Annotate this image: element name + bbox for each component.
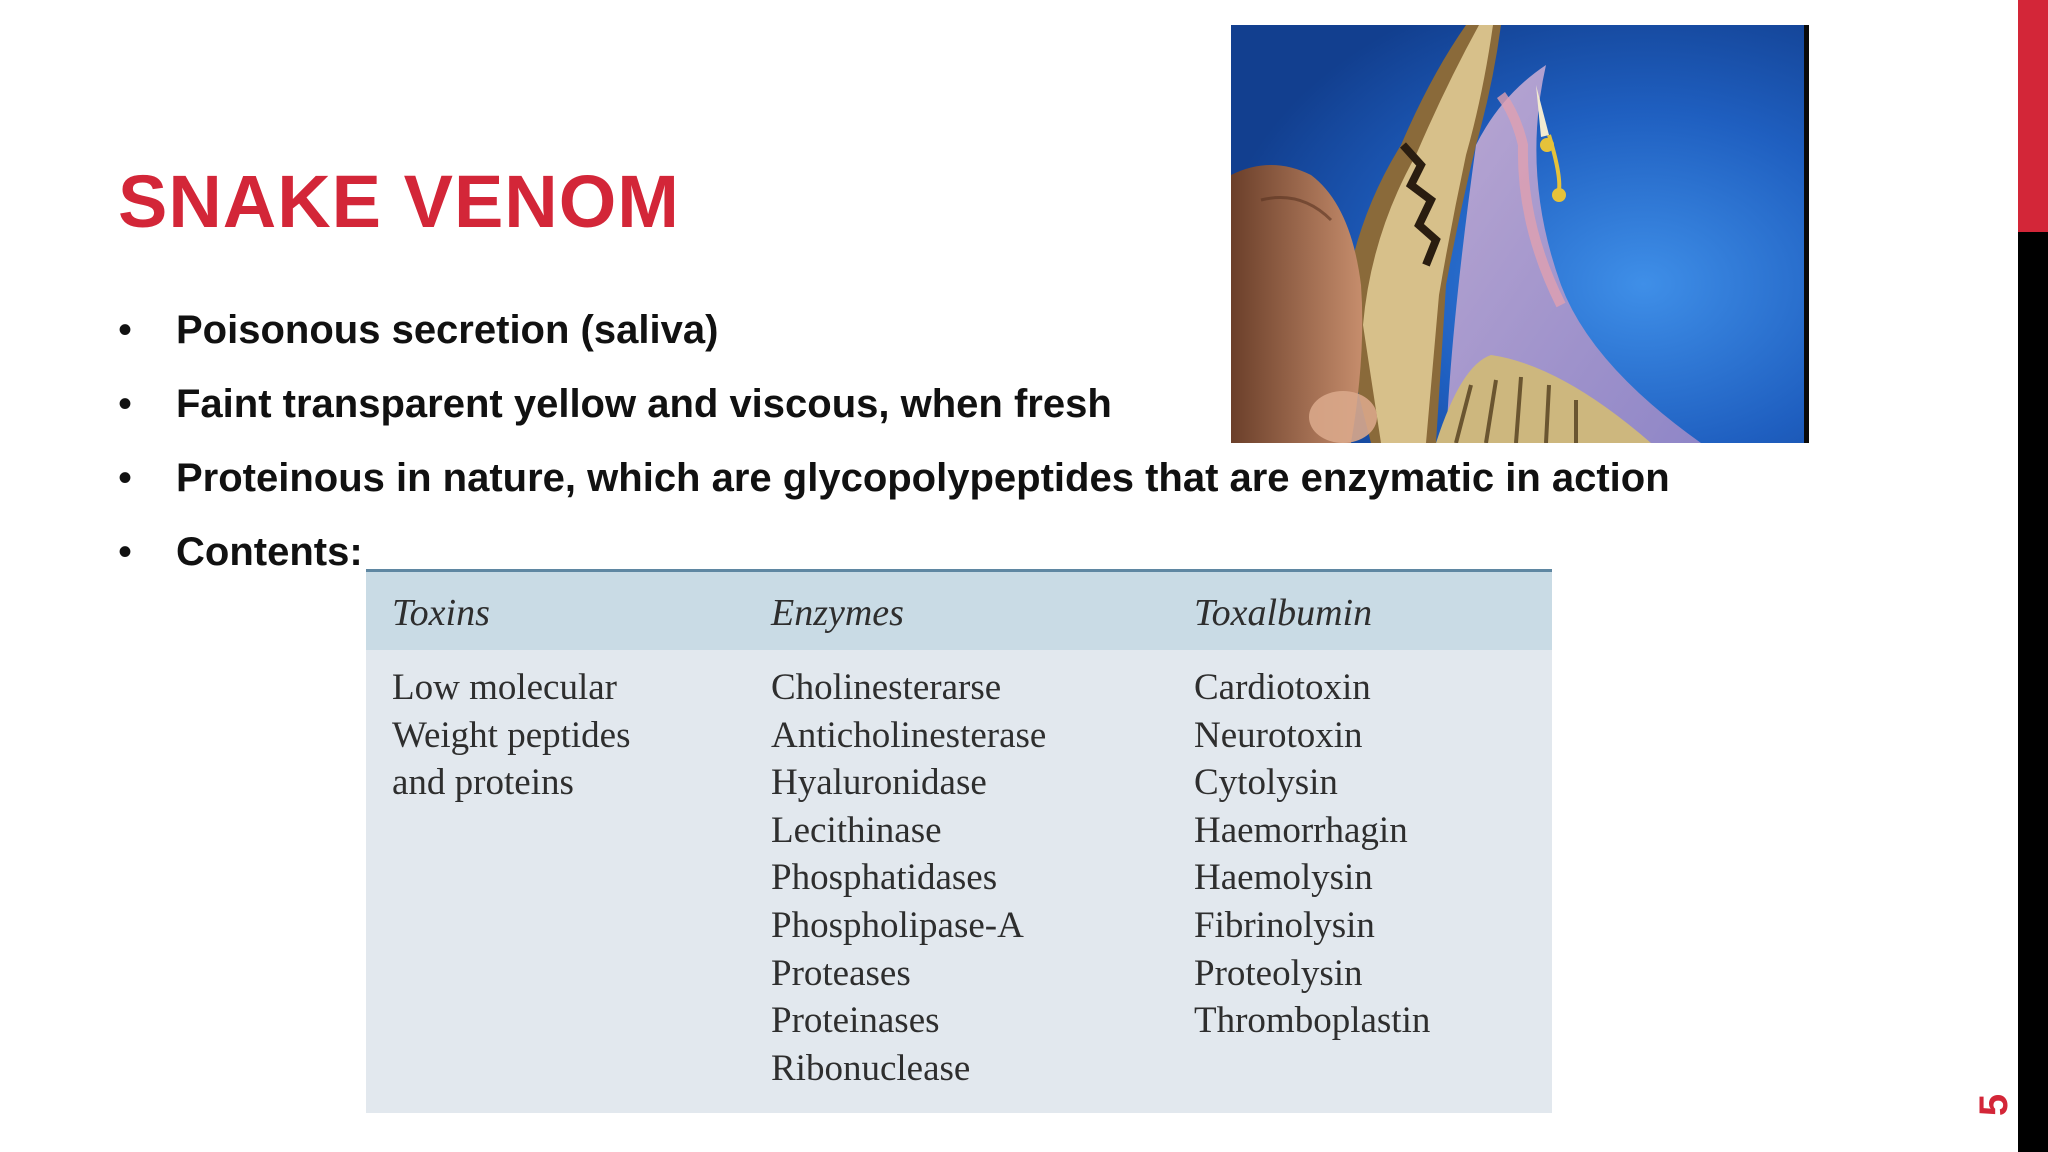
accent-bar-red	[2018, 0, 2048, 232]
table-cell: Haemorrhagin	[1194, 809, 1408, 851]
table-cell: Haemolysin	[1194, 857, 1373, 899]
accent-bar-black	[2018, 232, 2048, 1152]
bullet-symbol: •	[118, 456, 133, 500]
slide-title: SNAKE VENOM	[118, 160, 680, 243]
table-cell: Cholinesterarse	[771, 667, 1002, 708]
table-cell: Proteases	[771, 952, 911, 994]
table-cell: Cardiotoxin	[1194, 667, 1371, 708]
table-cell: and proteins	[392, 762, 574, 804]
table-cell: Phosphatidases	[771, 857, 998, 899]
bullet-text: Faint transparent yellow and viscous, when fresh	[176, 382, 1112, 426]
table-cell: Proteolysin	[1194, 952, 1363, 994]
table-cell: Cytolysin	[1194, 762, 1338, 804]
table-cell: Low molecular	[392, 667, 617, 708]
table-cell: Hyaluronidase	[771, 762, 987, 804]
bullet-symbol: •	[118, 382, 133, 426]
table-cell: Thromboplastin	[1194, 1000, 1431, 1042]
table-cell: Weight peptides	[392, 714, 631, 756]
table-cell: Phospholipase-A	[771, 904, 1024, 946]
table-cell: Lecithinase	[771, 809, 942, 851]
table-cell: Anticholinesterase	[771, 714, 1047, 756]
bullet-symbol: •	[118, 530, 133, 574]
toxalbumin-column	[1194, 664, 1430, 1045]
bullet-text: Poisonous secretion (saliva)	[176, 308, 719, 352]
bullet-text: Contents:	[176, 530, 363, 574]
table-cell: Ribonuclease	[771, 1047, 971, 1089]
table-cell: Fibrinolysin	[1194, 904, 1375, 946]
bullet-symbol: •	[118, 308, 133, 352]
table-header-row	[366, 572, 1552, 650]
toxins-column	[392, 664, 631, 807]
header-toxins: Toxins	[392, 592, 490, 634]
enzymes-column	[771, 664, 1046, 1092]
snake-photo	[1231, 25, 1809, 443]
page-number: 5	[1972, 1093, 2016, 1117]
header-enzymes: Enzymes	[771, 592, 904, 634]
venom-contents-table	[366, 569, 1552, 1113]
bullet-text: Proteinous in nature, which are glycopolypeptides that are enzymatic in action	[176, 456, 1670, 500]
table-cell: Proteinases	[771, 1000, 940, 1042]
table-cell: Neurotoxin	[1194, 714, 1363, 756]
header-toxalbumin: Toxalbumin	[1194, 592, 1373, 634]
